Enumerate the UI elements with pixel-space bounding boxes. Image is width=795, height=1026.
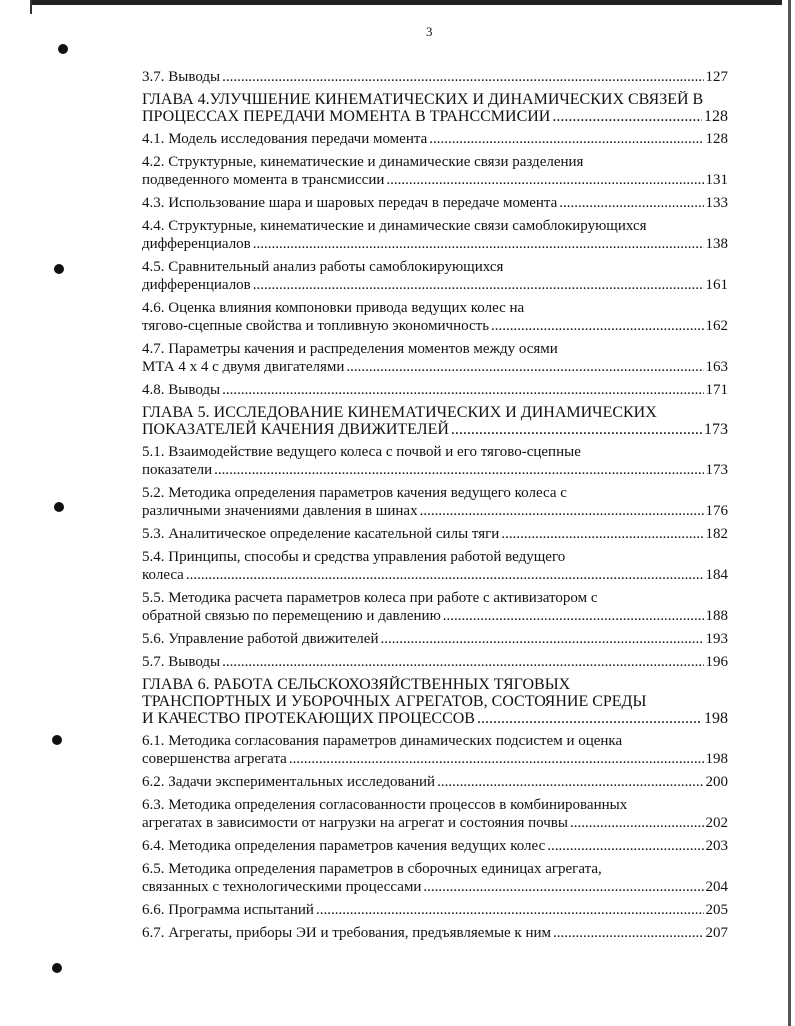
toc-entry-title: И КАЧЕСТВО ПРОТЕКАЮЩИХ ПРОЦЕССОВ — [142, 710, 475, 727]
toc-entry-title: совершенства агрегата — [142, 751, 287, 767]
toc-entry — [142, 381, 728, 399]
binder-hole-mark — [52, 963, 62, 973]
toc-page-number: 173 — [705, 462, 728, 478]
toc-entry-last-line — [142, 901, 728, 919]
toc-entry-last-line — [142, 461, 728, 479]
toc-entry-last-line — [142, 924, 728, 942]
toc-entry-text-line: ГЛАВА 6. РАБОТА СЕЛЬСКОХОЗЯЙСТВЕННЫХ ТЯГОВЫХ — [142, 676, 571, 693]
toc-entry — [142, 548, 728, 584]
toc-page-number: 198 — [705, 751, 728, 767]
binder-hole-mark — [54, 264, 64, 274]
toc-entry-title: подведенного момента в трансмиссии — [142, 172, 385, 188]
toc-entry-last-line — [142, 317, 728, 335]
toc-entry-last-line — [142, 276, 728, 294]
toc-entry-text-line: 6.5. Методика определения параметров в сборочных единицах агрегата, — [142, 861, 602, 877]
toc-entry-title: связанных с технологическими процессами — [142, 879, 422, 895]
toc-entry-text-line: ГЛАВА 4.УЛУЧШЕНИЕ КИНЕМАТИЧЕСКИХ И ДИНАМИЧЕСКИХ СВЯЗЕЙ В — [142, 91, 704, 108]
toc-entry — [142, 68, 728, 86]
dot-leader — [570, 814, 704, 832]
binder-hole-mark — [54, 502, 64, 512]
toc-entry — [142, 773, 728, 791]
toc-entry-title: колеса — [142, 567, 184, 583]
toc-entry-last-line — [142, 837, 728, 855]
dot-leader — [477, 710, 702, 727]
dot-leader — [559, 194, 703, 212]
toc-page-number: 193 — [705, 631, 728, 647]
toc-entry-title: показатели — [142, 462, 213, 478]
dot-leader — [253, 276, 704, 294]
dot-leader — [214, 461, 703, 479]
toc-entry — [142, 837, 728, 855]
toc-entry-last-line — [142, 750, 728, 768]
dot-leader — [443, 607, 704, 625]
toc-entry-last-line — [142, 194, 728, 212]
toc-entry-title: дифференциалов — [142, 236, 251, 252]
toc-entry-text-line: 4.7. Параметры качения и распределения моментов между осями — [142, 341, 558, 357]
toc-entry-text-line: 5.4. Принципы, способы и средства управления работой ведущего — [142, 549, 566, 565]
toc-page-number: 128 — [705, 131, 728, 147]
dot-leader — [346, 358, 703, 376]
toc-entry-last-line — [142, 68, 728, 86]
dot-leader — [423, 878, 703, 896]
toc-entry-text-line: 4.5. Сравнительный анализ работы самоблокирующихся — [142, 259, 504, 275]
dot-leader — [437, 773, 703, 791]
toc-entry-title: 4.8. Выводы — [142, 382, 221, 398]
toc-entry — [142, 653, 728, 671]
toc-page-number: 176 — [705, 503, 728, 519]
toc-entry — [142, 299, 728, 335]
toc-entry-last-line — [142, 653, 728, 671]
toc-entry-title: 6.2. Задачи экспериментальных исследований — [142, 774, 436, 790]
dot-leader — [491, 317, 703, 335]
toc-entry-last-line — [142, 502, 728, 520]
toc-entry-text-line: 6.3. Методика определения согласованности процессов в комбинированных — [142, 797, 628, 813]
toc-entry-title: ПОКАЗАТЕЛЕЙ КАЧЕНИЯ ДВИЖИТЕЛЕЙ — [142, 421, 449, 438]
toc-entry-last-line — [142, 607, 728, 625]
toc-page-number: 198 — [704, 710, 728, 727]
dot-leader — [553, 924, 703, 942]
toc-page-number: 204 — [705, 879, 728, 895]
dot-leader — [429, 130, 703, 148]
toc-page-number: 163 — [705, 359, 728, 375]
binder-hole-mark — [52, 735, 62, 745]
toc-page-number: 138 — [705, 236, 728, 252]
toc-entry — [142, 130, 728, 148]
toc-entry-text-line: 4.4. Структурные, кинематические и динамические связи самоблокирующихся — [142, 218, 647, 234]
toc-entry-last-line — [142, 171, 728, 189]
toc-entry — [142, 194, 728, 212]
dot-leader — [186, 566, 704, 584]
toc-page-number: 171 — [705, 382, 728, 398]
dot-leader — [380, 630, 703, 648]
toc-entry-last-line — [142, 566, 728, 584]
toc-page-number: 131 — [705, 172, 728, 188]
toc-entry — [142, 630, 728, 648]
toc-entry — [142, 589, 728, 625]
toc-entry — [142, 340, 728, 376]
toc-chapter-heading — [142, 91, 728, 125]
toc-entry — [142, 901, 728, 919]
toc-page-number: 161 — [705, 277, 728, 293]
toc-entry-title: МТА 4 х 4 с двумя двигателями — [142, 359, 345, 375]
toc-entry-title: ПРОЦЕССАХ ПЕРЕДАЧИ МОМЕНТА В ТРАНССМИСИИ — [142, 108, 551, 125]
toc-page-number: 184 — [705, 567, 728, 583]
toc-entry-last-line — [142, 773, 728, 791]
scan-border-left — [30, 0, 32, 14]
toc-entry-title: агрегатах в зависимости от нагрузки на агрегат и состояния почвы — [142, 815, 568, 831]
toc-entry — [142, 443, 728, 479]
dot-leader — [501, 525, 703, 543]
toc-entry — [142, 153, 728, 189]
toc-entry-title: обратной связью по перемещению и давлению — [142, 608, 441, 624]
toc-entry-title: 6.7. Агрегаты, приборы ЭИ и требования, предъявляемые к ним — [142, 925, 552, 941]
toc-page-number: 188 — [705, 608, 728, 624]
dot-leader — [253, 235, 704, 253]
toc-entry-title: 3.7. Выводы — [142, 69, 221, 85]
toc-entry-title: 4.3. Использование шара и шаровых передач в передаче момента — [142, 195, 558, 211]
toc-entry-title: 6.4. Методика определения параметров качения ведущих колес — [142, 838, 546, 854]
toc-entry-title: тягово-сцепные свойства и топливную экономичность — [142, 318, 490, 334]
toc-entry-title: 6.6. Программа испытаний — [142, 902, 314, 918]
binder-hole-mark — [58, 44, 68, 54]
toc-entry-title: 4.1. Модель исследования передачи момента — [142, 131, 428, 147]
toc-entry-last-line — [142, 235, 728, 253]
toc-entry-last-line — [142, 130, 728, 148]
dot-leader — [552, 108, 702, 125]
toc-entry-text-line: 4.6. Оценка влияния компоновки привода ведущих колес на — [142, 300, 525, 316]
dot-leader — [289, 750, 704, 768]
toc-entry-text-line: 4.2. Структурные, кинематические и динамические связи разделения — [142, 154, 584, 170]
toc-entry-last-line — [142, 108, 728, 125]
toc-chapter-heading — [142, 404, 728, 438]
dot-leader — [222, 381, 703, 399]
toc-entry-last-line — [142, 710, 728, 727]
toc-entry — [142, 217, 728, 253]
toc-page-number: 162 — [705, 318, 728, 334]
toc-entry-last-line — [142, 630, 728, 648]
toc-page-number: 128 — [704, 108, 728, 125]
toc-page-number: 205 — [705, 902, 728, 918]
dot-leader — [316, 901, 704, 919]
scan-border-right — [788, 0, 791, 1026]
toc-entry-text-line: 5.2. Методика определения параметров качения ведущего колеса с — [142, 485, 567, 501]
toc-entry-title: различными значениями давления в шинах — [142, 503, 418, 519]
dot-leader — [547, 837, 703, 855]
toc-entry-last-line — [142, 381, 728, 399]
page-number: 3 — [426, 24, 433, 39]
dot-leader — [451, 421, 702, 438]
toc-entry-text-line: 5.5. Методика расчета параметров колеса при работе с активизатором с — [142, 590, 598, 606]
toc-entry-last-line — [142, 358, 728, 376]
toc-entry — [142, 732, 728, 768]
toc-entry — [142, 258, 728, 294]
toc-entry — [142, 525, 728, 543]
toc-entry-title: 5.7. Выводы — [142, 654, 221, 670]
toc-page-number: 207 — [705, 925, 728, 941]
toc-entry-last-line — [142, 525, 728, 543]
toc-entry-title: дифференциалов — [142, 277, 251, 293]
toc-page-number: 127 — [705, 69, 728, 85]
dot-leader — [420, 502, 704, 520]
toc-page-number: 202 — [705, 815, 728, 831]
toc-entry — [142, 484, 728, 520]
toc-entry-text-line: 6.1. Методика согласования параметров динамических подсистем и оценка — [142, 733, 623, 749]
scan-border-top — [30, 0, 782, 5]
toc-entry — [142, 796, 728, 832]
toc-page-number: 200 — [705, 774, 728, 790]
toc-page-number: 203 — [705, 838, 728, 854]
toc-entry-title: 5.3. Аналитическое определение касательной силы тяги — [142, 526, 500, 542]
toc-entry-title: 5.6. Управление работой движителей — [142, 631, 379, 647]
dot-leader — [222, 68, 703, 86]
toc-page-number: 133 — [705, 195, 728, 211]
toc-entry — [142, 924, 728, 942]
dot-leader — [222, 653, 703, 671]
toc-page-number: 173 — [704, 421, 728, 438]
toc-page-number: 196 — [705, 654, 728, 670]
table-of-contents — [142, 68, 728, 947]
toc-entry — [142, 860, 728, 896]
toc-entry-text-line: ГЛАВА 5. ИССЛЕДОВАНИЕ КИНЕМАТИЧЕСКИХ И ДИНАМИЧЕСКИХ — [142, 404, 657, 421]
toc-entry-text-line: 5.1. Взаимодействие ведущего колеса с почвой и его тягово-сцепные — [142, 444, 581, 460]
toc-entry-last-line — [142, 421, 728, 438]
toc-entry-text-line: ТРАНСПОРТНЫХ И УБОРОЧНЫХ АГРЕГАТОВ, СОСТОЯНИЕ СРЕДЫ — [142, 693, 647, 710]
toc-entry-last-line — [142, 878, 728, 896]
toc-chapter-heading — [142, 676, 728, 727]
dot-leader — [386, 171, 703, 189]
toc-entry-last-line — [142, 814, 728, 832]
toc-page-number: 182 — [705, 526, 728, 542]
